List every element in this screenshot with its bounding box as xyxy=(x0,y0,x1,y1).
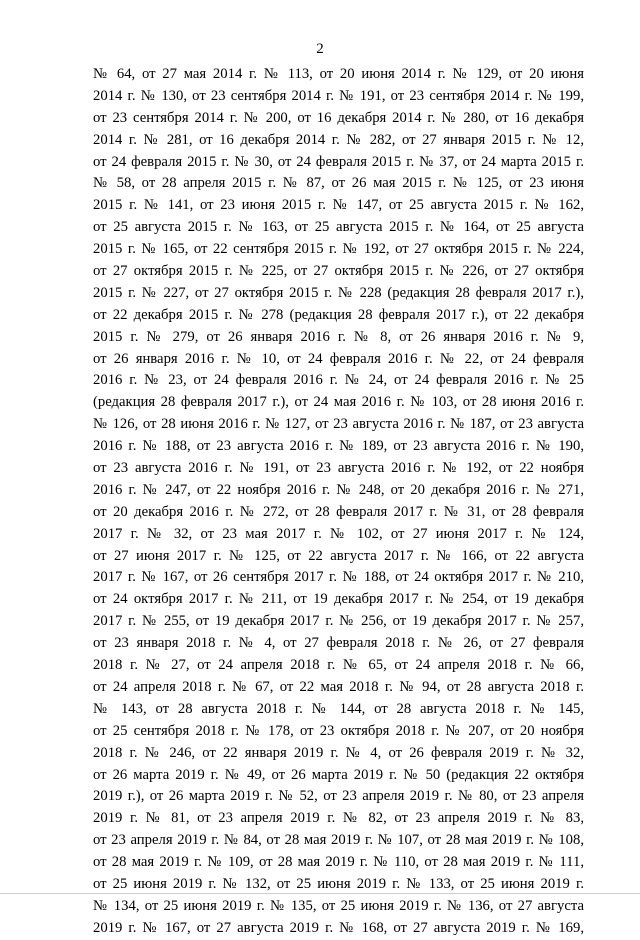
page-number: 2 xyxy=(316,41,324,57)
text-line: от 23 апреля 2019 г. № 84, от 28 мая 2019 г. № 107, от 28 мая 2019 г. № 108, xyxy=(93,832,584,849)
text-line: 2019 г.), от 26 марта 2019 г. № 52, от 23 апреля 2019 г. № 80, от 23 апреля xyxy=(93,788,584,805)
text-line: № 58, от 28 апреля 2015 г. № 87, от 26 мая 2015 г. № 125, от 23 июня xyxy=(93,175,584,192)
text-line: 2019 г. № 167, от 27 августа 2019 г. № 168, от 27 августа 2019 г. № 169, xyxy=(93,919,584,936)
text-line: от 27 июня 2017 г. № 125, от 22 августа 2017 г. № 166, от 22 августа xyxy=(93,547,584,564)
text-line: от 24 февраля 2015 г. № 30, от 24 февраля 2015 г. № 37, от 24 марта 2015 г. xyxy=(93,153,584,170)
body-text xyxy=(93,64,584,940)
text-line: 2017 г. № 167, от 26 сентября 2017 г. № 188, от 24 октября 2017 г. № 210, xyxy=(93,569,584,586)
text-line: № 134, от 25 июня 2019 г. № 135, от 25 июня 2019 г. № 136, от 27 августа xyxy=(93,897,584,914)
text-line: от 22 декабря 2015 г. № 278 (редакция 28 февраля 2017 г.), от 22 декабря xyxy=(93,306,584,323)
text-line: 2015 г. № 279, от 26 января 2016 г. № 8, от 26 января 2016 г. № 9, xyxy=(93,328,584,345)
text-line: 2014 г. № 281, от 16 декабря 2014 г. № 282, от 27 января 2015 г. № 12, xyxy=(93,131,584,148)
text-line: 2016 г. № 23, от 24 февраля 2016 г. № 24, от 24 февраля 2016 г. № 25 xyxy=(93,372,584,389)
text-line: от 27 октября 2015 г. № 225, от 27 октября 2015 г. № 226, от 27 октября xyxy=(93,263,584,280)
text-line: от 24 апреля 2018 г. № 67, от 22 мая 2018 г. № 94, от 28 августа 2018 г. xyxy=(93,678,584,695)
text-line: от 23 января 2018 г. № 4, от 27 февраля 2018 г. № 26, от 27 февраля xyxy=(93,635,584,652)
text-line: от 26 января 2016 г. № 10, от 24 февраля 2016 г. № 22, от 24 февраля xyxy=(93,350,584,367)
text-line: 2018 г. № 27, от 24 апреля 2018 г. № 65, от 24 апреля 2018 г. № 66, xyxy=(93,657,584,674)
text-line: (редакция 28 февраля 2017 г.), от 24 мая 2016 г. № 103, от 28 июня 2016 г. xyxy=(93,394,584,411)
text-line: 2015 г. № 165, от 22 сентября 2015 г. № 192, от 27 октября 2015 г. № 224, xyxy=(93,241,584,258)
text-line: от 25 июня 2019 г. № 132, от 25 июня 2019 г. № 133, от 25 июня 2019 г. xyxy=(93,875,584,892)
text-line: № 143, от 28 августа 2018 г. № 144, от 28 августа 2018 г. № 145, xyxy=(93,700,584,717)
text-line: 2015 г. № 227, от 27 октября 2015 г. № 228 (редакция 28 февраля 2017 г.), xyxy=(93,284,584,301)
text-line: 2016 г. № 188, от 23 августа 2016 г. № 189, от 23 августа 2016 г. № 190, xyxy=(93,438,584,455)
text-line: 2014 г. № 130, от 23 сентября 2014 г. № 191, от 23 сентября 2014 г. № 199, xyxy=(93,87,584,104)
text-line: 2017 г. № 32, от 23 мая 2017 г. № 102, от 27 июня 2017 г. № 124, xyxy=(93,525,584,542)
text-line: от 25 сентября 2018 г. № 178, от 23 октября 2018 г. № 207, от 20 ноября xyxy=(93,722,584,739)
text-line: 2015 г. № 141, от 23 июня 2015 г. № 147, от 25 августа 2015 г. № 162, xyxy=(93,197,584,214)
text-line: 2017 г. № 255, от 19 декабря 2017 г. № 256, от 19 декабря 2017 г. № 257, xyxy=(93,613,584,630)
text-line: от 20 декабря 2016 г. № 272, от 28 февраля 2017 г. № 31, от 28 февраля xyxy=(93,503,584,520)
text-line: от 23 сентября 2014 г. № 200, от 16 декабря 2014 г. № 280, от 16 декабря xyxy=(93,109,584,126)
text-line: 2018 г. № 246, от 22 января 2019 г. № 4, от 26 февраля 2019 г. № 32, xyxy=(93,744,584,761)
text-line: от 26 марта 2019 г. № 49, от 26 марта 2019 г. № 50 (редакция 22 октября xyxy=(93,766,584,783)
text-line: № 126, от 28 июня 2016 г. № 127, от 23 августа 2016 г. № 187, от 23 августа xyxy=(93,416,584,433)
text-line: от 24 октября 2017 г. № 211, от 19 декабря 2017 г. № 254, от 19 декабря xyxy=(93,591,584,608)
text-line: от 28 мая 2019 г. № 109, от 28 мая 2019 г. № 110, от 28 мая 2019 г. № 111, xyxy=(93,854,584,871)
bottom-rule xyxy=(0,893,640,894)
text-line: от 25 августа 2015 г. № 163, от 25 августа 2015 г. № 164, от 25 августа xyxy=(93,219,584,236)
text-line: № 64, от 27 мая 2014 г. № 113, от 20 июня 2014 г. № 129, от 20 июня xyxy=(93,66,584,82)
text-line: 2016 г. № 247, от 22 ноября 2016 г. № 248, от 20 декабря 2016 г. № 271, xyxy=(93,481,584,498)
text-line: 2019 г. № 81, от 23 апреля 2019 г. № 82, от 23 апреля 2019 г. № 83, xyxy=(93,810,584,827)
text-line: от 23 августа 2016 г. № 191, от 23 августа 2016 г. № 192, от 22 ноября xyxy=(93,460,584,477)
